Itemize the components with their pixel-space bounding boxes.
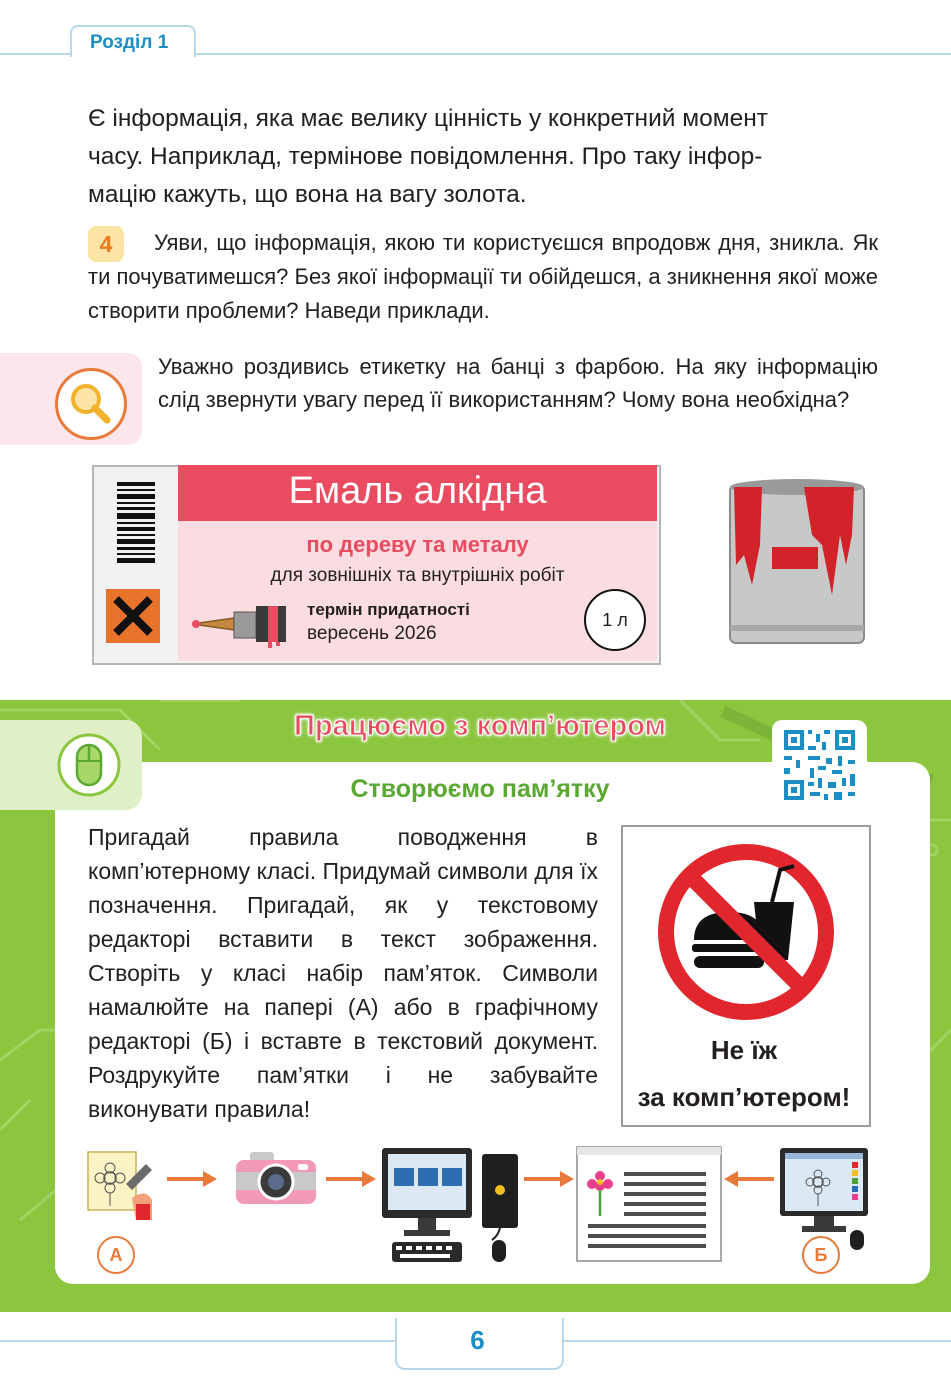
arrow-right-icon (522, 1168, 576, 1190)
computer-section-text: Пригадай правила поводження в комп’ютерному класі. Придумай символи для їх позначення. Пригадай, як у текстовому редакторі вставити в текст зображення. Створіть у класі набір пам’яток. Символи намалюйте на папері (А) або в графічному редакторі (Б) і вставте в текстовий документ. Роздрукуйте пам’ятки і не забувайте виконувати правила! (88, 824, 598, 1122)
no-food-icon (654, 840, 838, 1024)
arrow-left-icon (722, 1168, 776, 1190)
expiry-label: термін придатності (307, 600, 470, 619)
arrow-right-icon (165, 1168, 219, 1190)
step-label-a: А (97, 1236, 135, 1274)
text-document-icon (576, 1146, 722, 1262)
intro-line-1: Є інформація, яка має велику цінність у конкретний момент (88, 105, 768, 132)
section-label: Розділ 1 (90, 32, 169, 53)
arrow-right-icon (324, 1168, 378, 1190)
label-subtitle: по дереву та металу (306, 532, 529, 557)
research-text: Уважно роздивись етикетку на банці з фарбою. На яку інформацію слід звернути увагу перед її використанням? Чому вона необхідна? (158, 354, 878, 412)
qr-code-icon[interactable] (772, 720, 867, 810)
paint-can-image (722, 475, 872, 650)
step-label-b: Б (802, 1236, 840, 1274)
magnifier-icon (55, 368, 127, 440)
label-usage: для зовнішніх та внутрішніх робіт (270, 565, 565, 586)
computer-section-subtitle: Створюємо пам’ятку (350, 775, 610, 803)
task-4-text: Уяви, що інформація, якою ти користуєшся впродовж дня, зникла. Як ти почуватимешся? Без якої інформації ти обійдешся, а зникнення якої може створити проблеми? Наведи приклади. (88, 230, 878, 323)
sign-text-line-1: Не їж (710, 1035, 778, 1065)
computer-section-title: Працюємо з комп’ютером (294, 710, 666, 742)
sign-text-line-2: за комп’ютером! (637, 1082, 851, 1112)
expiry-value: вересень 2026 (307, 623, 437, 644)
computer-icon (380, 1146, 525, 1266)
page-number: 6 (470, 1325, 485, 1355)
intro-line-2: часу. Наприклад, термінове повідомлення. Про таку інфор- (88, 143, 763, 170)
camera-icon (234, 1150, 318, 1206)
hazard-x-icon (106, 589, 160, 643)
section-tab (70, 25, 196, 57)
paintbrush-icon (186, 598, 294, 648)
label-title: Емаль алкідна (288, 470, 547, 512)
barcode-icon (115, 480, 157, 565)
paper-drawing-icon (86, 1148, 156, 1220)
task-number-badge: 4 (88, 226, 124, 262)
volume-badge: 1 л (584, 589, 646, 651)
mouse-icon (57, 733, 121, 797)
intro-line-3: мацію кажуть, що вона на вагу золота. (88, 181, 527, 208)
